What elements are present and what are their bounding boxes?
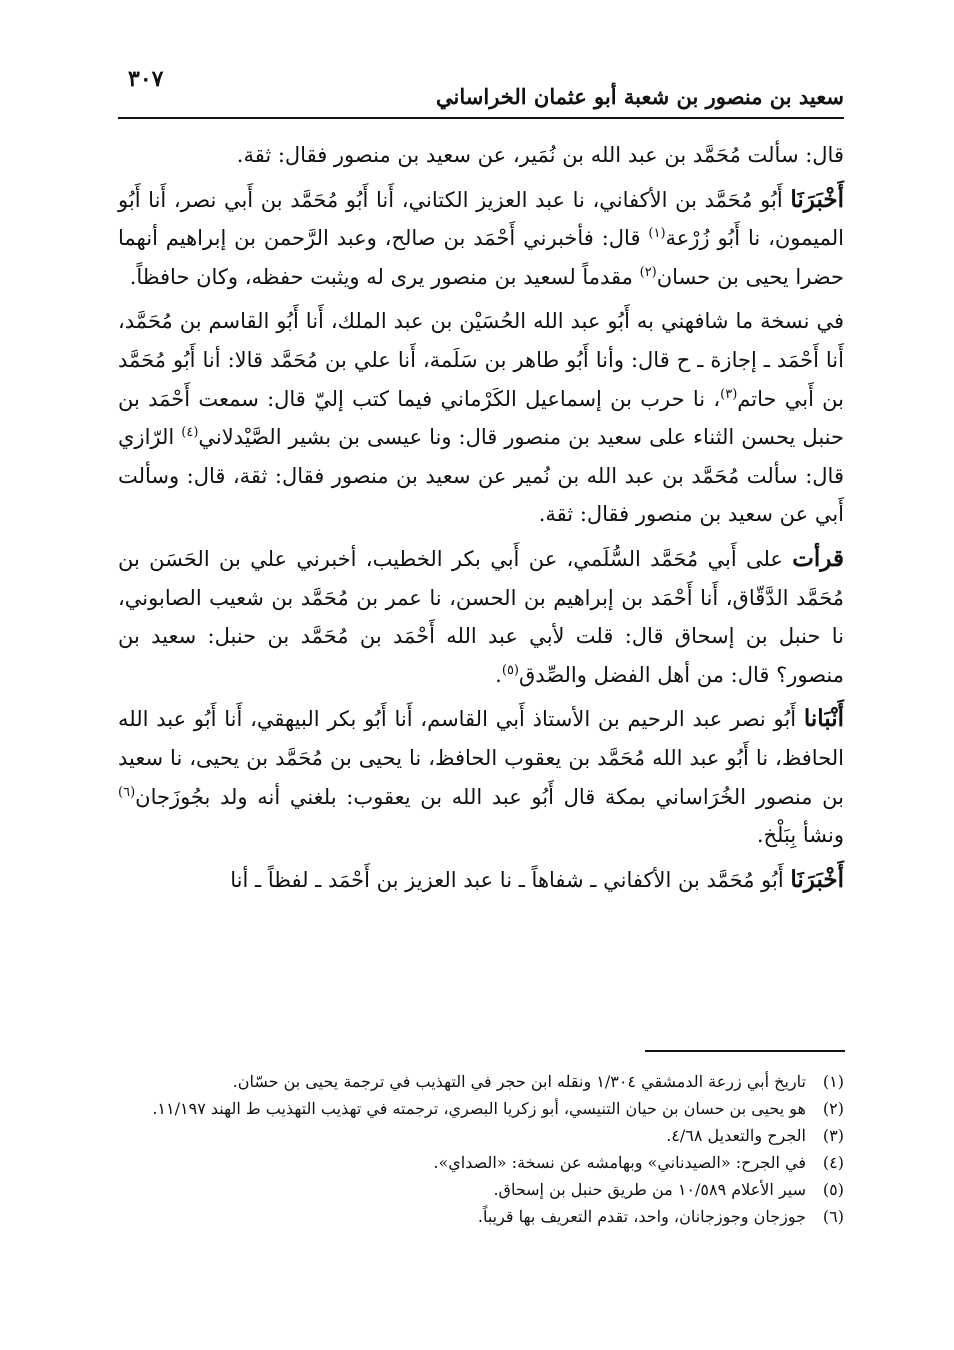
paragraph-text: في نسخة ما شافهني به أَبُو عبد الله الحُسَيْن بن عبد الملك، أَنا أَبُو القاسم بن مُحَمَّد، أَنا أَحْمَد ـ إجازة ـ ح قال: وأنا أَبُو طاهر بن سَلَمة، أَنا علي بن مُحَمَّد قالا: أنا أَبُو مُحَمَّد بن أَبي حاتم (118, 309, 844, 411)
paragraph-text: أَبُو مُحَمَّد بن الأكفاني، نا عبد العزيز الكتاني، أَنا أَبُو مُحَمَّد بن أَبي نصر، أَنا أَبُو الميمون، نا أَبُو زُرْعة (118, 187, 844, 251)
footnote (118, 1095, 844, 1122)
footnote-ref: (٢) (639, 264, 657, 280)
footnote-text: هو يحيى بن حسان بن حيان التنيسي، أبو زكريا البصري، ترجمته في تهذيب التهذيب ط الهند ١١/١٩٧. (152, 1099, 806, 1118)
paragraph-text: . (495, 662, 502, 687)
paragraph-2 (118, 181, 844, 297)
paragraph-lead-word: قرأت (792, 544, 844, 572)
footnote (118, 1068, 844, 1095)
footnote-number: (٦) (822, 1207, 844, 1226)
footnote-number: (٥) (822, 1180, 844, 1199)
footnote-separator (645, 1050, 845, 1052)
running-title: سعيد بن منصور بن شعبة أبو عثمان الخراساني (436, 84, 844, 109)
footnote-number: (٣) (822, 1126, 844, 1145)
paragraph-text: الرّازي قال: سألت مُحَمَّد بن عبد الله بن نُمير عن سعيد بن منصور فقال: ثقة، قال: وسألت أَبي عن سعيد بن منصور فقال: ثقة. (118, 425, 844, 527)
footnote (118, 1149, 844, 1176)
footnote-number: (٤) (822, 1153, 844, 1172)
paragraph-1 (118, 136, 844, 175)
paragraph-text: قال: سألت مُحَمَّد بن عبد الله بن نُمَير، عن سعيد بن منصور فقال: ثقة. (236, 143, 844, 167)
footnote-ref: (٦) (118, 784, 136, 800)
running-header (118, 60, 844, 116)
header-rule (118, 117, 844, 119)
paragraph-text: مقدماً لسعيد بن منصور يرى له ويثبت حفظه، وكان حافظاً. (129, 264, 640, 289)
footnote-ref: (٣) (720, 386, 738, 402)
footnote-ref: (١) (648, 226, 666, 242)
paragraph-4 (118, 540, 844, 694)
main-text (118, 136, 844, 905)
paragraph-text: أَبُو نصر عبد الرحيم بن الأستاذ أَبي القاسم، أَنا أَبُو بكر البيهقي، أَنا أَبُو عبد الله الحافظ، نا أَبُو عبد الله مُحَمَّد بن يعقوب الحافظ، نا يحيى بن مُحَمَّد بن يحيى، نا سعيد بن منصور الخُرَاساني بمكة قال أَبُو عبد الله بن يعقوب: بلغني أنه ولد بجُوزَجان (118, 707, 844, 809)
paragraph-text: ، نا حرب بن إسماعيل الكَرْماني فيما كتب إليّ قال: سمعت أَحْمَد بن حنبل يحسن الثناء على سعيد بن منصور قال: ونا عيسى بن بشير الصَّيْدلاني (118, 386, 844, 450)
footnote-text: الجرح والتعديل ٤/٦٨. (666, 1126, 806, 1145)
paragraph-text: ونشأ بِبَلْخ. (756, 823, 844, 848)
footnote-text: تاريخ أبي زرعة الدمشقي ١/٣٠٤ ونقله ابن حجر في التهذيب في ترجمة يحيى بن حسّان. (232, 1072, 806, 1091)
footnote-text: جوزجان وجوزجانان، واحد، تقدم التعريف بها قريباً. (477, 1207, 806, 1226)
footnotes (118, 1068, 844, 1230)
footnote-ref: (٥) (501, 662, 519, 678)
footnote-ref: (٤) (181, 425, 199, 441)
footnote-number: (٢) (822, 1099, 844, 1118)
page-number: ٣٠٧ (128, 66, 164, 92)
footnote (118, 1176, 844, 1203)
paragraph-6 (118, 861, 844, 900)
paragraph-text: قال: فأخبرني أَحْمَد بن صالح، وعبد الرَّحمن بن إبراهيم أنهما حضرا يحيى بن حسان (118, 226, 844, 289)
paragraph-3 (118, 302, 844, 534)
footnote (118, 1122, 844, 1149)
paragraph-text: على أَبي مُحَمَّد السُّلَمي، عن أَبي بكر الخطيب، أخبرني علي بن الحَسَن بن مُحَمَّد الدَّقّاق، أَنا أَحْمَد بن إبراهيم بن الحسن، نا عمر بن مُحَمَّد بن شعيب الصابوني، نا حنبل بن إسحاق قال: قلت لأبي عبد الله أَحْمَد بن مُحَمَّد بن حنبل: سعيد بن منصور؟ قال: من أهل الفضل والصِّدق (118, 546, 844, 687)
paragraph-text: أَبُو مُحَمَّد بن الأكفاني ـ شفاهاً ـ نا عبد العزيز بن أَحْمَد ـ لفظاً ـ أنا (230, 867, 791, 892)
paragraph-lead-word: أَخْبَرَنَا (790, 185, 844, 213)
paragraph-lead-word: أَخْبَرَنَا (790, 865, 844, 893)
paragraph-5 (118, 700, 844, 854)
footnote-number: (١) (822, 1072, 844, 1091)
footnote-text: سير الأعلام ١٠/٥٨٩ من طريق حنبل بن إسحاق. (493, 1180, 806, 1199)
footnote-text: في الجرح: «الصيدناني» وبهامشه عن نسخة: «الصداي». (433, 1153, 806, 1172)
paragraph-lead-word: أَنْبَانا (803, 705, 844, 733)
footnote (118, 1203, 844, 1230)
